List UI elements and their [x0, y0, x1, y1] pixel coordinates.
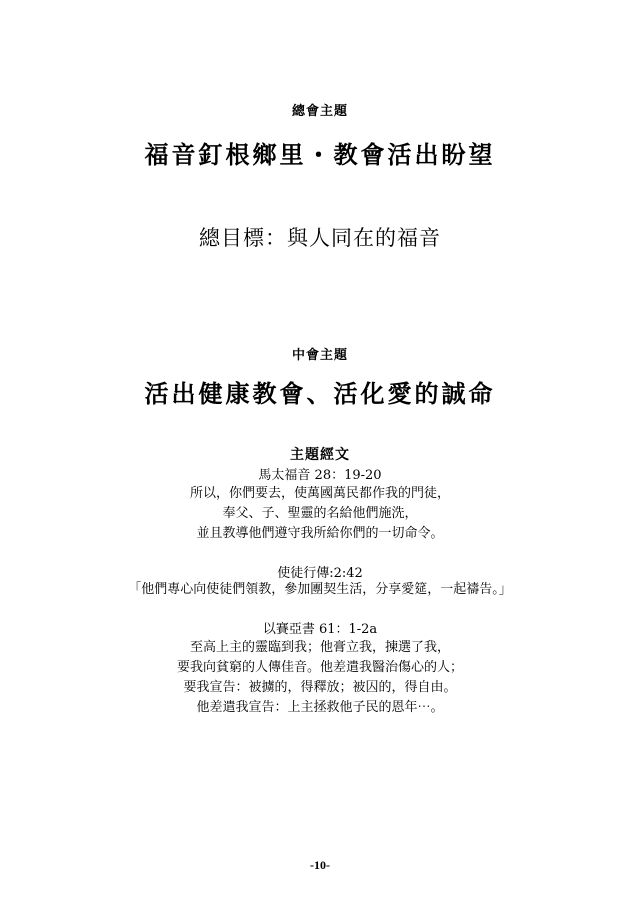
mid-theme-title: 活出健康教會、活化愛的誠命	[144, 380, 496, 408]
page-number: -10-	[310, 858, 330, 872]
general-theme-label: 總會主題	[291, 104, 348, 119]
passage-reference: 馬太福音 28：19-20	[258, 468, 382, 483]
overall-goal: 總目標：與人同在的福音	[199, 226, 441, 250]
passage-reference: 使徒行傳:2:42	[277, 566, 363, 581]
verse-line: 「他們專心向使徒們領教，參加團契生活，分享愛筵，一起禱告。」	[128, 582, 512, 597]
verse-line: 至高上主的靈臨到我；他膏立我，揀選了我，	[189, 640, 450, 655]
mid-theme-label: 中會主題	[291, 348, 348, 363]
passage-reference: 以賽亞書 61：1-2a	[262, 622, 378, 637]
general-theme-title: 福音釘根鄉里・教會活出盼望	[144, 141, 496, 169]
scripture-heading: 主題經文	[290, 447, 350, 463]
verse-line: 要我向貧窮的人傳佳音。他差遣我醫治傷心的人；	[176, 660, 463, 675]
verse-line: 要我宣告：被擄的，得釋放；被囚的，得自由。	[183, 680, 457, 695]
verse-line: 他差遣我宣告：上主拯救他子民的恩年⋯。	[196, 700, 444, 715]
verse-line: 所以，你們要去，使萬國萬民都作我的門徒，	[189, 486, 450, 501]
verse-line: 並且教導他們遵守我所給你們的一切命令。	[196, 526, 444, 541]
verse-line: 奉父、子、聖靈的名給他們施洗，	[222, 506, 418, 521]
